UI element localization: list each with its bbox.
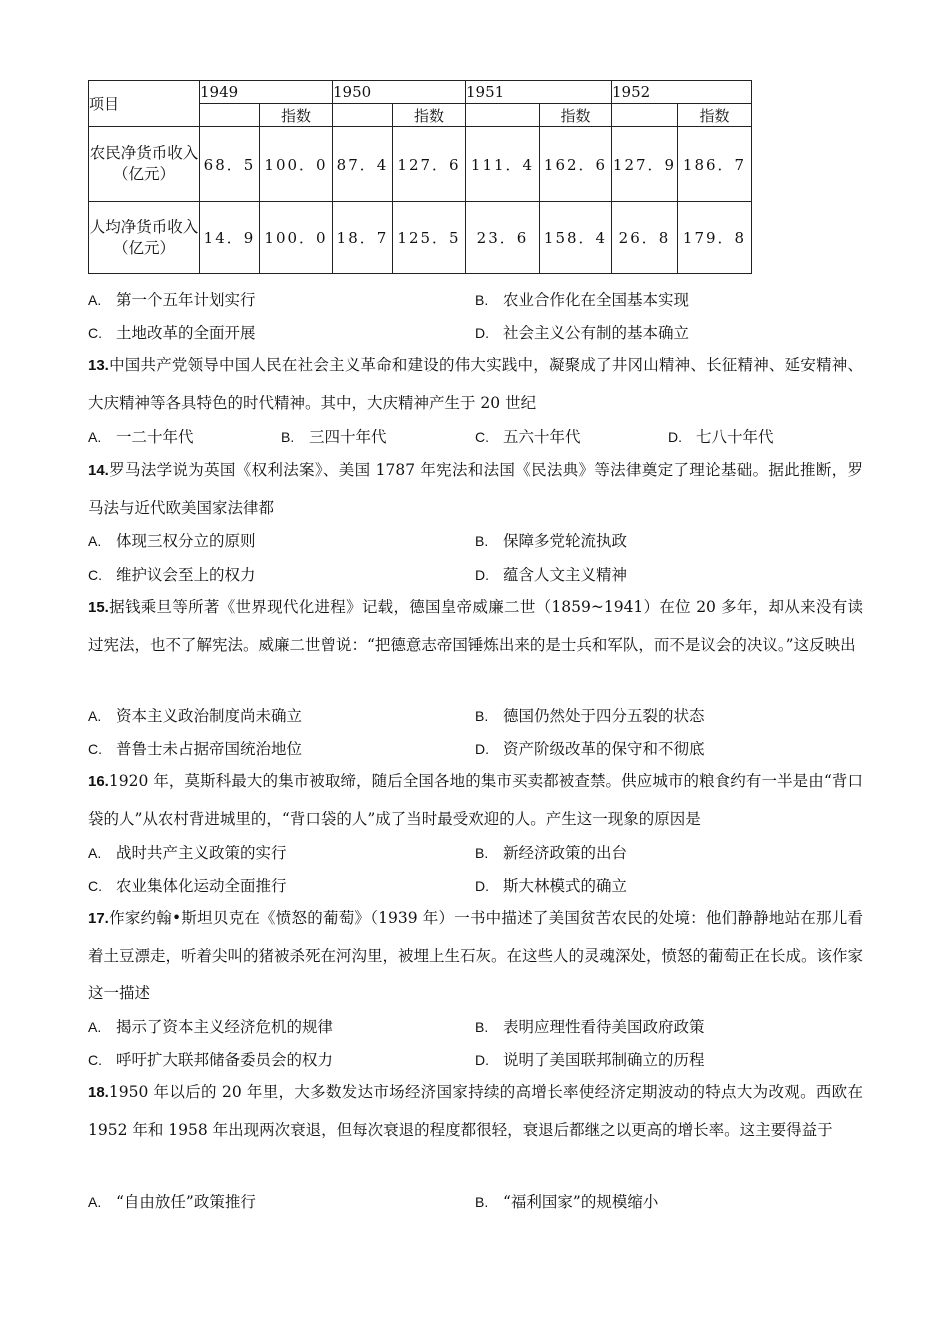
question-number: 13.	[88, 357, 109, 374]
table-cell: 125．5	[393, 202, 466, 274]
table-cell: 87．4	[333, 127, 393, 202]
option-letter: C.	[88, 741, 102, 757]
option-letter: D.	[475, 567, 489, 583]
option-text: 第一个五年计划实行	[116, 291, 256, 309]
option-b[interactable]	[475, 841, 627, 863]
option-letter: C.	[88, 1052, 102, 1068]
option-letter: D.	[668, 429, 682, 445]
option-text: 保障多党轮流执政	[503, 532, 628, 550]
option-text: “福利国家”的规模缩小	[503, 1193, 659, 1211]
option-text: 说明了美国联邦制确立的历程	[503, 1051, 705, 1069]
table-cell: 68．5	[200, 127, 260, 202]
question-number: 16.	[88, 773, 109, 790]
option-b[interactable]	[475, 529, 627, 551]
table-cell: 23．6	[466, 202, 540, 274]
option-letter: B.	[475, 292, 489, 308]
question-text: 作家约翰•斯坦贝克在《愤怒的葡萄》（1939 年）一书中描述了美国贫苦农民的处境：他们静静地站在那儿看着土豆漂走，听着尖叫的猪被杀死在河沟里，被埋上生石灰。在这些人的灵魂深处，愤怒的葡萄正在长成。该作家这一描述	[88, 909, 864, 1002]
table-cell: 179．8	[678, 202, 752, 274]
table-row	[89, 202, 752, 274]
question-18	[88, 1074, 863, 1149]
option-b[interactable]	[281, 425, 387, 447]
row-label: 人均净货币收入（亿元）	[89, 202, 200, 274]
table-cell: 100．0	[260, 127, 333, 202]
option-letter: D.	[475, 878, 489, 894]
option-letter: C.	[88, 567, 102, 583]
option-letter: A.	[88, 1194, 102, 1210]
question-text: 1950 年以后的 20 年里，大多数发达市场经济国家持续的高增长率使经济定期波动的特点大为改观。西欧在 1952 年和 1958 年出现两次衰退，但每次衰退的程度都很轻，衰退后都继之以更高的增长率。这主要得益于	[88, 1083, 863, 1139]
table-cell: 162．6	[540, 127, 612, 202]
option-c[interactable]	[88, 321, 256, 343]
option-letter: A.	[88, 1019, 102, 1035]
question-number: 17.	[88, 910, 109, 927]
option-b[interactable]	[475, 1015, 705, 1037]
table-cell: 127．6	[393, 127, 466, 202]
option-text: 战时共产主义政策的实行	[116, 844, 287, 862]
question-14	[88, 452, 863, 527]
question-number: 14.	[88, 462, 109, 479]
income-table	[88, 80, 752, 274]
table-cell: 18．7	[333, 202, 393, 274]
option-text: 蕴含人文主义精神	[503, 566, 628, 584]
question-text: 罗马法学说为英国《权利法案》、美国 1787 年宪法和法国《民法典》等法律奠定了理论基础。据此推断，罗马法与近代欧美国家法律都	[88, 461, 863, 517]
option-a[interactable]	[88, 1015, 333, 1037]
question-15	[88, 589, 863, 664]
value-header-empty	[333, 104, 393, 127]
year-header: 1950	[333, 81, 466, 104]
option-letter: B.	[475, 708, 489, 724]
table-cell: 186．7	[678, 127, 752, 202]
option-b[interactable]	[475, 288, 689, 310]
option-text: “自由放任”政策推行	[116, 1193, 256, 1211]
question-number: 15.	[88, 599, 109, 616]
index-header: 指数	[678, 104, 752, 127]
question-17	[88, 900, 863, 1013]
option-text: 斯大林模式的确立	[503, 877, 628, 895]
option-c[interactable]	[88, 737, 302, 759]
question-text: 中国共产党领导中国人民在社会主义革命和建设的伟大实践中，凝聚成了井冈山精神、长征精神、延安精神、大庆精神等各具特色的时代精神。其中，大庆精神产生于 20 世纪	[88, 356, 863, 412]
option-letter: C.	[475, 429, 489, 445]
option-d[interactable]	[475, 874, 627, 896]
option-letter: B.	[475, 1194, 489, 1210]
option-letter: B.	[281, 429, 295, 445]
option-text: 资本主义政治制度尚未确立	[116, 707, 303, 725]
option-text: 土地改革的全面开展	[116, 324, 256, 342]
year-header: 1952	[612, 81, 752, 104]
option-c[interactable]	[88, 874, 287, 896]
option-d[interactable]	[475, 563, 627, 585]
option-c[interactable]	[88, 563, 256, 585]
question-text: 1920 年，莫斯科最大的集市被取缔，随后全国各地的集市买卖都被查禁。供应城市的粮食约有一半是由“背口袋的人”从农村背进城里的，“背口袋的人”成了当时最受欢迎的人。产生这一现象的原因是	[88, 772, 863, 828]
table-cell: 158．4	[540, 202, 612, 274]
value-header-empty	[466, 104, 540, 127]
option-b[interactable]	[475, 704, 705, 726]
option-letter: B.	[475, 845, 489, 861]
table-cell: 127．9	[612, 127, 678, 202]
option-text: 资产阶级改革的保守和不彻底	[503, 740, 705, 758]
option-d[interactable]	[668, 425, 774, 447]
option-c[interactable]	[88, 1048, 333, 1070]
option-text: 普鲁士未占据帝国统治地位	[116, 740, 303, 758]
option-text: 农业合作化在全国基本实现	[503, 291, 690, 309]
table-cell: 100．0	[260, 202, 333, 274]
table-cell: 26．8	[612, 202, 678, 274]
option-text: 表明应理性看待美国政府政策	[503, 1018, 705, 1036]
option-letter: A.	[88, 708, 102, 724]
option-c[interactable]	[475, 425, 581, 447]
option-letter: C.	[88, 878, 102, 894]
option-b[interactable]	[475, 1190, 658, 1212]
option-a[interactable]	[88, 1190, 256, 1212]
option-text: 维护议会至上的权力	[116, 566, 256, 584]
index-header: 指数	[260, 104, 333, 127]
option-letter: B.	[475, 1019, 489, 1035]
option-text: 体现三权分立的原则	[116, 532, 256, 550]
option-a[interactable]	[88, 425, 194, 447]
question-13	[88, 347, 863, 422]
option-text: 三四十年代	[309, 428, 387, 446]
option-letter: D.	[475, 1052, 489, 1068]
option-d[interactable]	[475, 1048, 705, 1070]
option-letter: D.	[475, 325, 489, 341]
option-letter: A.	[88, 533, 102, 549]
option-letter: A.	[88, 292, 102, 308]
option-d[interactable]	[475, 321, 689, 343]
option-text: 新经济政策的出台	[503, 844, 628, 862]
table-cell: 111．4	[466, 127, 540, 202]
option-text: 德国仍然处于四分五裂的状态	[503, 707, 705, 725]
value-header-empty	[612, 104, 678, 127]
question-text: 据钱乘旦等所著《世界现代化进程》记载，德国皇帝威廉二世（1859~1941）在位 20 多年，却从来没有读过宪法，也不了解宪法。威廉二世曾说：“把德意志帝国锤炼出来的是士兵和军队，而不是议会的决议。”这反映出	[88, 598, 863, 654]
index-header: 指数	[540, 104, 612, 127]
option-a[interactable]	[88, 529, 256, 551]
year-header: 1949	[200, 81, 333, 104]
option-text: 农业集体化运动全面推行	[116, 877, 287, 895]
table-corner: 项目	[89, 81, 200, 127]
option-letter: A.	[88, 429, 102, 445]
table-row	[89, 127, 752, 202]
option-letter: A.	[88, 845, 102, 861]
option-text: 五六十年代	[503, 428, 581, 446]
option-text: 呼吁扩大联邦储备委员会的权力	[116, 1051, 334, 1069]
option-text: 社会主义公有制的基本确立	[503, 324, 690, 342]
option-letter: D.	[475, 741, 489, 757]
option-text: 一二十年代	[116, 428, 194, 446]
row-label: 农民净货币收入（亿元）	[89, 127, 200, 202]
option-d[interactable]	[475, 737, 705, 759]
index-header: 指数	[393, 104, 466, 127]
year-header: 1951	[466, 81, 612, 104]
question-number: 18.	[88, 1084, 109, 1101]
option-a[interactable]	[88, 841, 287, 863]
question-16	[88, 763, 863, 838]
option-a[interactable]	[88, 288, 256, 310]
value-header-empty	[200, 104, 260, 127]
option-letter: B.	[475, 533, 489, 549]
option-letter: C.	[88, 325, 102, 341]
option-text: 七八十年代	[696, 428, 774, 446]
table-cell: 14．9	[200, 202, 260, 274]
option-text: 揭示了资本主义经济危机的规律	[116, 1018, 334, 1036]
option-a[interactable]	[88, 704, 302, 726]
